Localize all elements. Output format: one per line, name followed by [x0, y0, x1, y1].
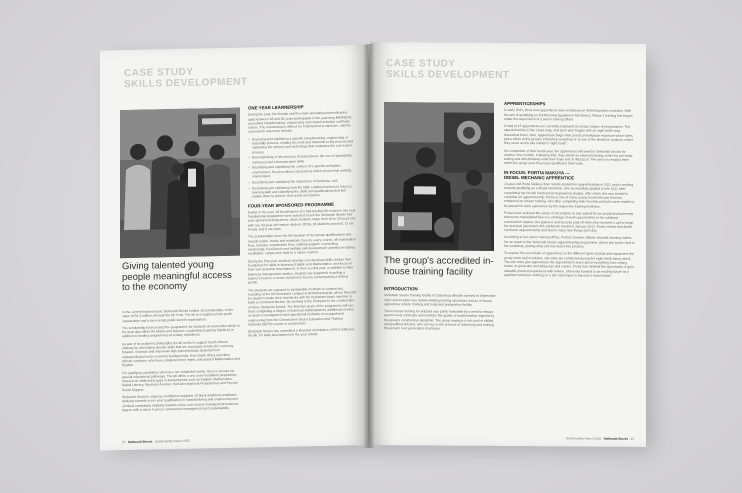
left-page	[100, 45, 368, 451]
book-spine	[364, 44, 374, 448]
focus-paragraph: According to her senior training officer, Portia's positive attitude towards learning makes her an asset to the Stefanutti Stocks apprenticeship programme, where she works hard in the workshop, putting what she has learnt into practice.	[504, 235, 635, 249]
case-study-line1: CASE STUDY	[124, 66, 194, 80]
right-page-number: 23	[630, 436, 634, 441]
left-headline: Giving talented young people meaningful access to the economy	[122, 259, 232, 294]
right-footer	[566, 436, 634, 440]
focus-paragraph: 24-year-old Portia Makuya from Venda started her apprenticeship in 2021 and is working towards qualifying as a diesel mechanic. She successfully applied in late 2021 after completing her N3-N6 mechanical engineering studies, after which she was invited to complete an apprenticeship. Portia is one of many young South Africans that has embarked on artisan training, who after completing their theoretical blocks were unable to be placed for work experience by the respective training institutes.	[504, 182, 635, 209]
four-year-programme-title: FOUR-YEAR SPONSORED PROGRAMME	[248, 201, 335, 209]
one-year-learnership-title: ONE YEAR LEARNERSHIP	[248, 104, 304, 111]
introduction-title: INTRODUCTION	[384, 286, 418, 292]
left-footer-report: Sustainability Report 2022	[154, 438, 190, 444]
right-intro-column	[384, 286, 496, 435]
left-intro-paragraph: Stefanutti Stocks's ongoing contribution supports 10 black disabled candidates studying towards a one year qualification in manufacturing and engineering and 18 black candidates studying towards a four year project management business degree with a minor in green construction management and sustainability.	[122, 392, 239, 413]
apprenticeships-paragraph: In early 2022, three new apprentices were employed on limited duration contracts. With the aim of qualifying as Earthmoving Equipment Mechanics. Phase 1 training has begun under the supervision of a senior training officer.	[504, 108, 633, 122]
in-focus-title-line2: DIESEL MECHANIC APPRENTICE	[504, 174, 575, 181]
in-focus-title-line1: IN FOCUS: PORTIA MAKUYA —	[504, 169, 570, 176]
bullet-item: – Describing and explaining the importance of business, and	[252, 178, 356, 184]
apprenticeships-paragraph: On completion of their fourth year, the apprentices will seek for Stefanutti Stocks for another nine months. Following that, they attend an external training centre for pre-trade testing and will ultimately write their trade test at INDLELA. The aim is to employ them within the group once they have qualified in their trade.	[504, 148, 633, 166]
left-right-column	[248, 103, 356, 439]
mechanic-photo	[384, 102, 494, 251]
four-year-paragraph: Earlier in the year, 18 beneficiaries of a fast-tracked the trustee's one year foundational programme were selected to join the Stefanutti Stocks four year sponsored programme. Most students range from 20 to 29 years old, with one 43-year-old mature student. Of the 18 students selected, 12 are female and 6 are male.	[248, 208, 356, 232]
case-study-line2: SKILLS DEVELOPMENT	[386, 69, 510, 81]
four-year-paragraph: During the first year, students develop core business skills, further their foundation for skills in business English and Mathematics, and focus on their own personal development. In their second year, in addition to their business management studies, students are supported in getting a learner's licence, a motor, full driver's licence and preparing a driving permit.	[248, 257, 354, 285]
left-footer-brand: Stefanutti Stocks	[127, 439, 153, 445]
left-intro-column	[122, 308, 240, 440]
bullet-item: – Demonstrating, in the process of assessment, the use of appropriate numeracy and communication skills.	[252, 154, 356, 165]
bullet-item: – Executing and explaining a specific manufacturing, engineering or assembly process, relating the tools and materials to the process and explaining the science and technology that underpins the conversion process.	[252, 135, 356, 154]
left-case-study-heading	[124, 66, 247, 91]
four-year-paragraph: Stefanutti Stocks has committed a financial contribution of R2.5 million to the MI, for skills development in the year ahead.	[248, 327, 355, 338]
apprenticeships-title: APPRENTICESHIPS	[504, 100, 546, 107]
mechanic-photo-image	[384, 102, 494, 251]
left-page-number: 22	[122, 440, 126, 445]
intro-paragraph: Stefanutti Stocks' training facility in Chloorkop officially opened in September 2014 and includes two mobile welding training simulators and an in-house apprentice/ artisan training and trade test preparation facility.	[384, 293, 496, 307]
case-study-line1: CASE STUDY	[386, 58, 456, 70]
case-study-line2: SKILLS DEVELOPMENT	[124, 76, 248, 91]
right-page	[370, 42, 646, 447]
focus-paragraph: Portia never endured the stress of uncertainty as she waited for her practical placements that never materialised due to a shortage of work opportunities in the subdued construction market. Her patience and tenacity paid off when she received a call to begin her practical placement with Stefanutti Stocks in January 2022. Portia relates that diesel mechanic apprenticeship and learns many new things each day.	[504, 210, 634, 233]
in-focus-title	[504, 170, 636, 181]
apprenticeships-paragraph: A total of 15 apprentices are currently employed at various stages of programmes. The apprenticeship is four years long, and each year begins with an eight week long theoretical block, then, apprentices begin their practical workplace exposure which takes place either at the group's Chloorkop workshop or at one of the divisions' projects, where they serve as the site mentor's "right hand".	[504, 124, 634, 146]
right-headline: The group's accredited in-house training facility	[384, 255, 494, 278]
focus-paragraph: To expose the next intake of apprentices to the different types of plant and equipment the group owns and maintains, site visits are conducted during the eight week theory block. The site visits give apprentices the opportunity to learn about everything from mining trucks, to generator and piling rigs and cranes. Portia has relished the opportunity to gain valuable practical experience with writers. She looks forward to an exciting future as a qualified mechanic working on a site and hopes to become a team leader.	[504, 251, 634, 278]
group-photo	[120, 108, 240, 259]
bullet-item: – Describing and explaining how the NQF enables learners to select a learning path and classifying the skills and qualifications that will enable them to achieve their goals and targets.	[252, 184, 356, 199]
right-footer-brand: Stefanutti Stocks	[603, 436, 629, 441]
one-year-bullets	[248, 135, 356, 199]
left-intro-paragraph: In the current financial year, Stefanutti Stocks funded 18 scholarships, to the value of R1,5 million, through the MI Trust. The MI is a registered non-profit organisation and a tax-exempt public benefit organisation.	[122, 307, 234, 323]
one-year-intro: During the year, five female and five male unemployed beneficiaries, aged between 18 and 30 years participated in the year-long MERSETA accredited manufacturing, engineering and related activities certificate course. The learnership is offered for Training that is intensive, and the coursework outcomes include:	[248, 110, 352, 134]
bullet-item: – Describing and explaining the context of a specific workplace environment, the procedures and policies which ensure that working environment.	[252, 164, 356, 179]
intro-paragraph: The in-house training for artisans was partly motivated by a need to ensure service level continuity and maintain the quality of workmanship required by the group's construction discipline. The group employs a rich pool of skilled and qualified artisans, who are key to the process of mentoring and training the group's next generation of artisans.	[384, 309, 495, 331]
left-footer	[122, 439, 190, 444]
right-case-study-heading	[386, 58, 509, 81]
left-intro-paragraph: For qualifying candidates who have not completed matric, there is access via special educational pathways. The MI offers a one year foundation programme focused on addressing gaps in fundamentals such as English, Mathematics, Digital Literacy, Business Acumen, Self-Development Programmes and Psycho-Social Support.	[122, 368, 239, 392]
left-intro-paragraph: As part of its academic philosophy the MI seeks to support South African industry by developing specific skills that are necessary to take the economy forward. It selects and interviews high potential black students from underprivileged socio-economic backgrounds, from South Africa and other African countries, who have completed their matric and passed Mathematics and English.	[122, 339, 240, 368]
four-year-paragraph: The students are exposed to sustainable methods in construction, including at the MI Damnam's campus in Bronkhorstspruit, where they will be taught to make their own bricks with the hydraform block machine to build a communal kitchen. By working in the brickyard in the construction of those Stefanutti Stocks. The final two years of the programme will see them completing a degree in Business Administration; additional courses on project management and operational methods on occupational engineering from the Construction Sector Education and Training Authority (SETA) course in construction.	[248, 286, 356, 327]
left-intro-paragraph: The scholarship fund created the programme for students at universities which is the trust also offers the Maths and Science Leadership Academy (MaSLA) in addition to funding programmes at tertiary institutions.	[122, 323, 240, 339]
four-year-paragraph: The scholarships cover the full duration of the bursar qualifications and include tuition, books and materials, fees for every course, all examination fees, tutorials, examination fees, clothing support, counselling, mentorship, food (lunch and multiple self-development activities including meditation, camps and visits to a nature reserve.	[248, 232, 356, 256]
group-photo-image	[120, 108, 240, 259]
right-footer-report: Sustainability Report 2022	[566, 436, 602, 441]
